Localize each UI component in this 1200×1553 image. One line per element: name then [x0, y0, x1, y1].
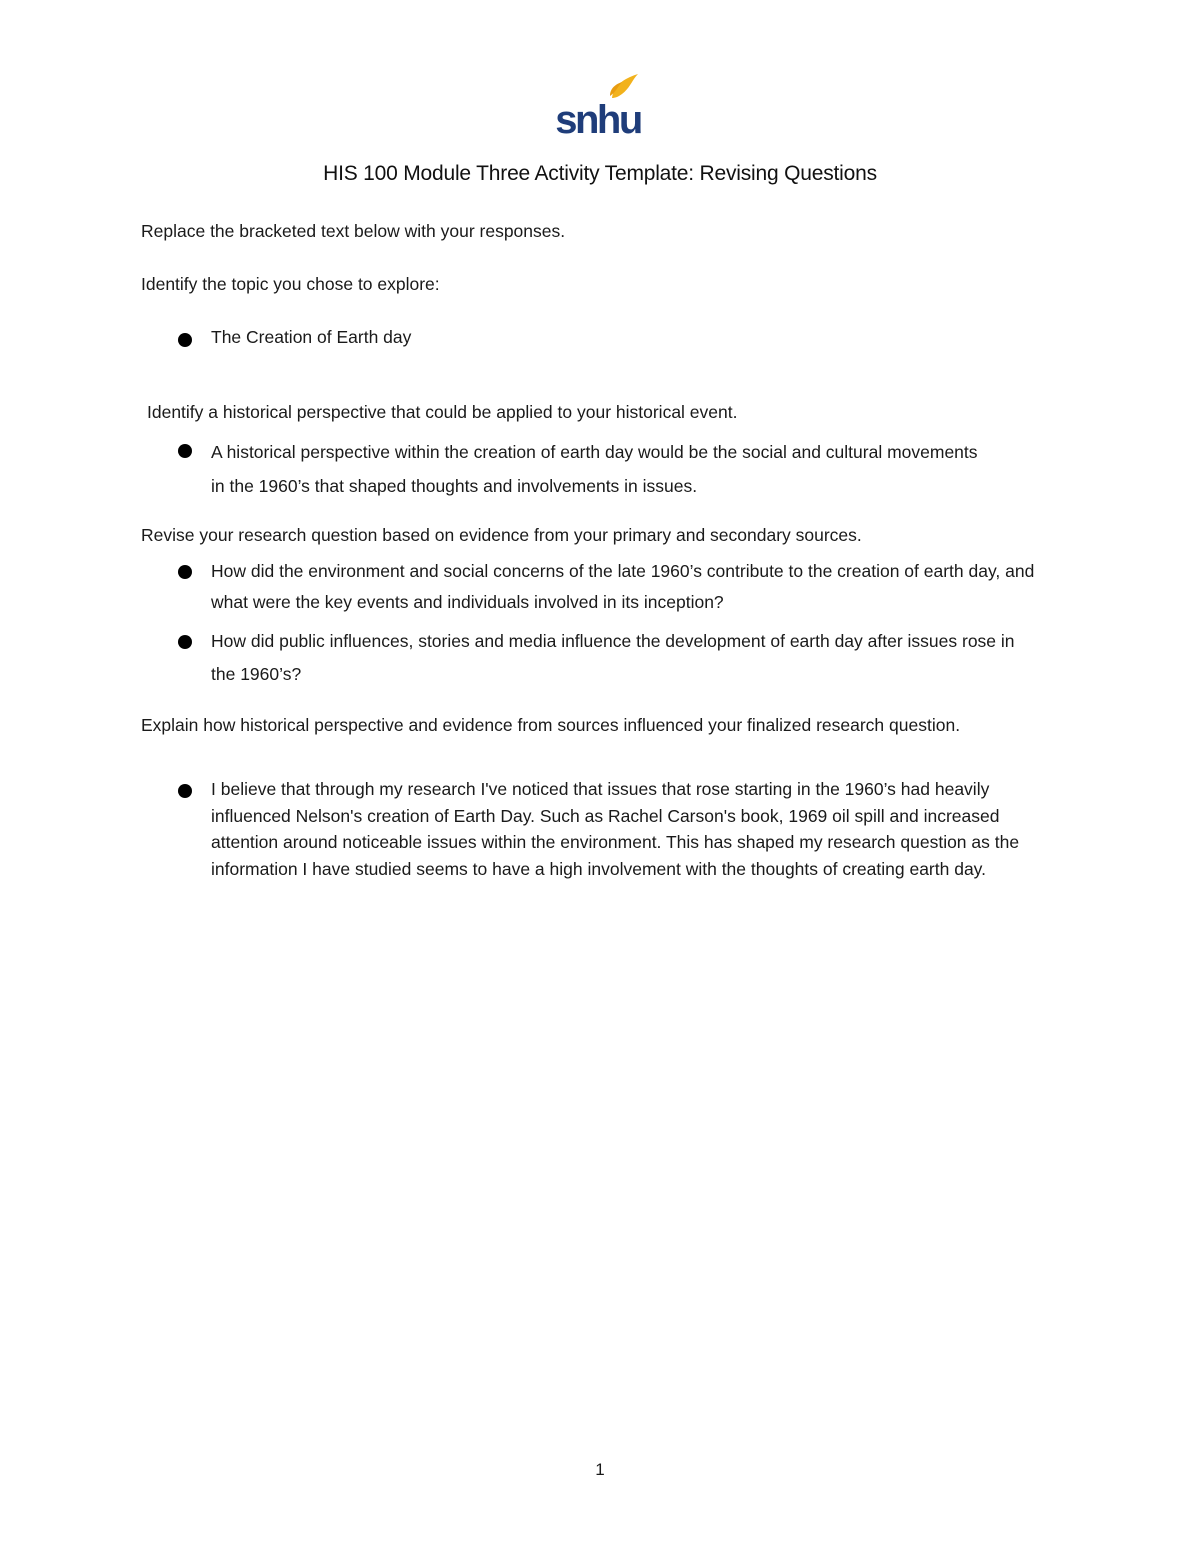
section3-bullet-list — [141, 556, 1061, 691]
section1-bullet-list — [141, 324, 1061, 351]
bullet-text: I believe that through my research I've noticed that issues that rose starting in the 1960’s had heavily influenced Nelson's creation of Earth Day. Such as Rachel Carson's book, 1969 oil spill and increased attention around noticeable issues within the environment. This has shaped my research question as the information I have studied seems to have a high involvement with the thoughts of creating earth day. — [211, 779, 1020, 879]
section2-bullet-list — [141, 435, 1061, 503]
section4-bullet-list — [141, 776, 1061, 882]
instructions-text: Replace the bracketed text below with your responses. — [141, 221, 566, 241]
bullet-text: The Creation of Earth day — [211, 327, 412, 347]
section3-prompt: Revise your research question based on evidence from your primary and secondary sources. — [141, 525, 862, 545]
bullet-text: How did public influences, stories and media influence the development of earth day after issues rose in the 1960’s? — [211, 631, 1015, 684]
section4-prompt: Explain how historical perspective and evidence from sources influenced your finalized research question. — [141, 715, 961, 735]
list-item — [141, 324, 1061, 351]
list-item — [141, 776, 1061, 882]
bullet-text: A historical perspective within the creation of earth day would be the social and cultural movements in the 1960’s that shaped thoughts and involvements in issues. — [211, 442, 978, 496]
snhu-flame-logo-icon — [552, 72, 644, 138]
bullet-dot-icon — [178, 784, 192, 798]
snhu-logo — [552, 72, 644, 138]
bullet-dot-icon — [178, 444, 192, 458]
list-item — [141, 556, 1061, 618]
document-title: HIS 100 Module Three Activity Template: Revising Questions — [323, 162, 877, 185]
logo-wordmark: snhu — [555, 98, 641, 138]
page-number: 1 — [595, 1460, 605, 1479]
bullet-text: How did the environment and social concerns of the late 1960’s contribute to the creation of earth day, and what were the key events and individuals involved in its inception? — [211, 561, 1035, 612]
bullet-dot-icon — [178, 333, 192, 347]
section1-prompt: Identify the topic you chose to explore: — [141, 274, 440, 294]
list-item — [141, 625, 1061, 691]
bullet-dot-icon — [178, 565, 192, 579]
list-item — [141, 435, 1061, 503]
section2-prompt: Identify a historical perspective that could be applied to your historical event. — [147, 402, 738, 422]
bullet-dot-icon — [178, 635, 192, 649]
